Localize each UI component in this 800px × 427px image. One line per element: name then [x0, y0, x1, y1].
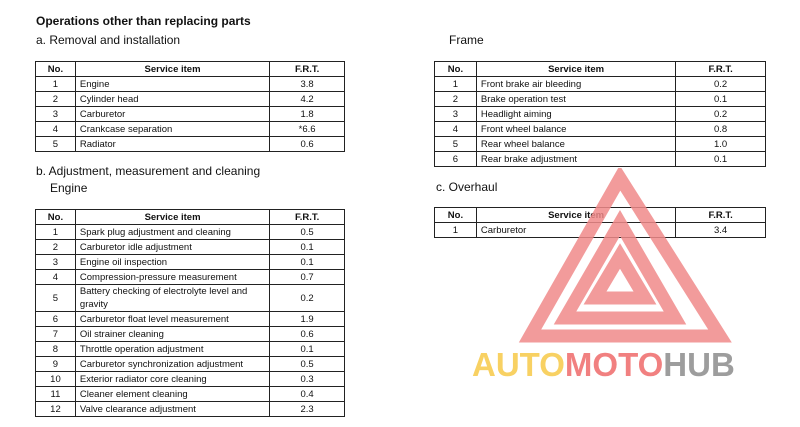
row-number: 11: [36, 387, 76, 402]
frt-value: 0.3: [270, 372, 345, 387]
row-number: 3: [36, 255, 76, 270]
frt-value: 0.2: [676, 77, 766, 92]
section-a-title: a. Removal and installation: [36, 33, 181, 47]
service-item: Cylinder head: [75, 92, 269, 107]
table-row: [435, 77, 766, 92]
header-no: No.: [435, 62, 477, 77]
frt-value: 1.8: [270, 107, 345, 122]
service-item: Carburetor: [75, 107, 269, 122]
header-frt: F.R.T.: [676, 208, 766, 223]
table-row: [36, 255, 345, 270]
table-header-row: [36, 210, 345, 225]
header-service-item: Service item: [75, 62, 269, 77]
service-item: Rear wheel balance: [476, 137, 675, 152]
header-frt: F.R.T.: [676, 62, 766, 77]
service-item: Spark plug adjustment and cleaning: [75, 225, 269, 240]
watermark-text: [472, 346, 735, 383]
header-no: No.: [435, 208, 477, 223]
table-row: [36, 240, 345, 255]
row-number: 6: [36, 312, 76, 327]
row-number: 5: [36, 285, 76, 312]
table-header-row: [435, 62, 766, 77]
service-item: Carburetor float level measurement: [75, 312, 269, 327]
row-number: 1: [36, 77, 76, 92]
table-row: [36, 92, 345, 107]
section-c-title: c. Overhaul: [436, 180, 498, 194]
table-row: [36, 387, 345, 402]
frt-value: 4.2: [270, 92, 345, 107]
row-number: 6: [435, 152, 477, 167]
row-number: 3: [435, 107, 477, 122]
service-item: Headlight aiming: [476, 107, 675, 122]
service-item: Carburetor idle adjustment: [75, 240, 269, 255]
row-number: 4: [36, 270, 76, 285]
row-number: 2: [36, 92, 76, 107]
frt-value: 0.1: [676, 92, 766, 107]
row-number: 7: [36, 327, 76, 342]
table-row: [36, 122, 345, 137]
service-item: Engine: [75, 77, 269, 92]
frt-value: *6.6: [270, 122, 345, 137]
frt-value: 0.5: [270, 225, 345, 240]
header-frt: F.R.T.: [270, 210, 345, 225]
header-no: No.: [36, 62, 76, 77]
frt-value: 0.1: [676, 152, 766, 167]
table-row: [36, 312, 345, 327]
table-row: [36, 137, 345, 152]
table-row: [435, 122, 766, 137]
watermark-text-hub: HUB: [663, 346, 735, 383]
header-service-item: Service item: [476, 62, 675, 77]
service-item: Oil strainer cleaning: [75, 327, 269, 342]
frt-value: 0.1: [270, 255, 345, 270]
row-number: 8: [36, 342, 76, 357]
frt-value: 0.8: [676, 122, 766, 137]
service-item: Front brake air bleeding: [476, 77, 675, 92]
header-service-item: Service item: [476, 208, 675, 223]
frt-value: 0.6: [270, 137, 345, 152]
table-row: [36, 77, 345, 92]
table-row: [36, 342, 345, 357]
frt-value: 3.4: [676, 223, 766, 238]
row-number: 2: [36, 240, 76, 255]
frt-value: 0.2: [676, 107, 766, 122]
service-item: Rear brake adjustment: [476, 152, 675, 167]
table-row: [435, 107, 766, 122]
frt-value: 0.4: [270, 387, 345, 402]
table-row: [435, 137, 766, 152]
frt-value: 0.1: [270, 240, 345, 255]
table-removal-installation: [35, 61, 345, 152]
service-item: Carburetor: [476, 223, 675, 238]
service-item: Exterior radiator core cleaning: [75, 372, 269, 387]
row-number: 4: [36, 122, 76, 137]
service-item: Crankcase separation: [75, 122, 269, 137]
row-number: 1: [435, 223, 477, 238]
row-number: 1: [36, 225, 76, 240]
row-number: 4: [435, 122, 477, 137]
table-adjustment-engine: [35, 209, 345, 417]
table-row: [36, 107, 345, 122]
frt-value: 1.9: [270, 312, 345, 327]
table-row: [36, 327, 345, 342]
row-number: 5: [36, 137, 76, 152]
row-number: 1: [435, 77, 477, 92]
table-row: [435, 152, 766, 167]
service-item: Carburetor synchronization adjustment: [75, 357, 269, 372]
row-number: 9: [36, 357, 76, 372]
table-row: [36, 285, 345, 312]
table-row: [36, 372, 345, 387]
frame-title: Frame: [449, 33, 484, 47]
service-item: Throttle operation adjustment: [75, 342, 269, 357]
row-number: 12: [36, 402, 76, 417]
table-header-row: [36, 62, 345, 77]
triangle-logo-icon: [530, 178, 720, 336]
header-no: No.: [36, 210, 76, 225]
frt-value: 0.1: [270, 342, 345, 357]
section-b-title: b. Adjustment, measurement and cleaning: [36, 164, 261, 178]
table-row: [36, 402, 345, 417]
table-row: [36, 225, 345, 240]
table-row: [435, 92, 766, 107]
service-item: Valve clearance adjustment: [75, 402, 269, 417]
frt-value: 3.8: [270, 77, 345, 92]
frt-value: 1.0: [676, 137, 766, 152]
table-row: [36, 270, 345, 285]
service-item: Compression-pressure measurement: [75, 270, 269, 285]
frt-value: 0.2: [270, 285, 345, 312]
watermark-text-moto: MOTO: [564, 346, 664, 383]
service-item: Brake operation test: [476, 92, 675, 107]
service-item: Front wheel balance: [476, 122, 675, 137]
row-number: 10: [36, 372, 76, 387]
row-number: 2: [435, 92, 477, 107]
table-frame: [434, 61, 766, 167]
watermark-text-auto: AUTO: [472, 346, 565, 383]
page-heading: Operations other than replacing parts: [36, 14, 251, 28]
automotohub-watermark-logo: [470, 168, 795, 383]
service-item: Battery checking of electrolyte level and gravity: [75, 285, 269, 312]
section-b-subtitle: Engine: [50, 181, 88, 195]
row-number: 5: [435, 137, 477, 152]
frt-value: 2.3: [270, 402, 345, 417]
frt-value: 0.7: [270, 270, 345, 285]
row-number: 3: [36, 107, 76, 122]
header-frt: F.R.T.: [270, 62, 345, 77]
frt-value: 0.6: [270, 327, 345, 342]
service-item: Radiator: [75, 137, 269, 152]
header-service-item: Service item: [75, 210, 269, 225]
service-item: Engine oil inspection: [75, 255, 269, 270]
table-row: [36, 357, 345, 372]
frt-value: 0.5: [270, 357, 345, 372]
service-item: Cleaner element cleaning: [75, 387, 269, 402]
